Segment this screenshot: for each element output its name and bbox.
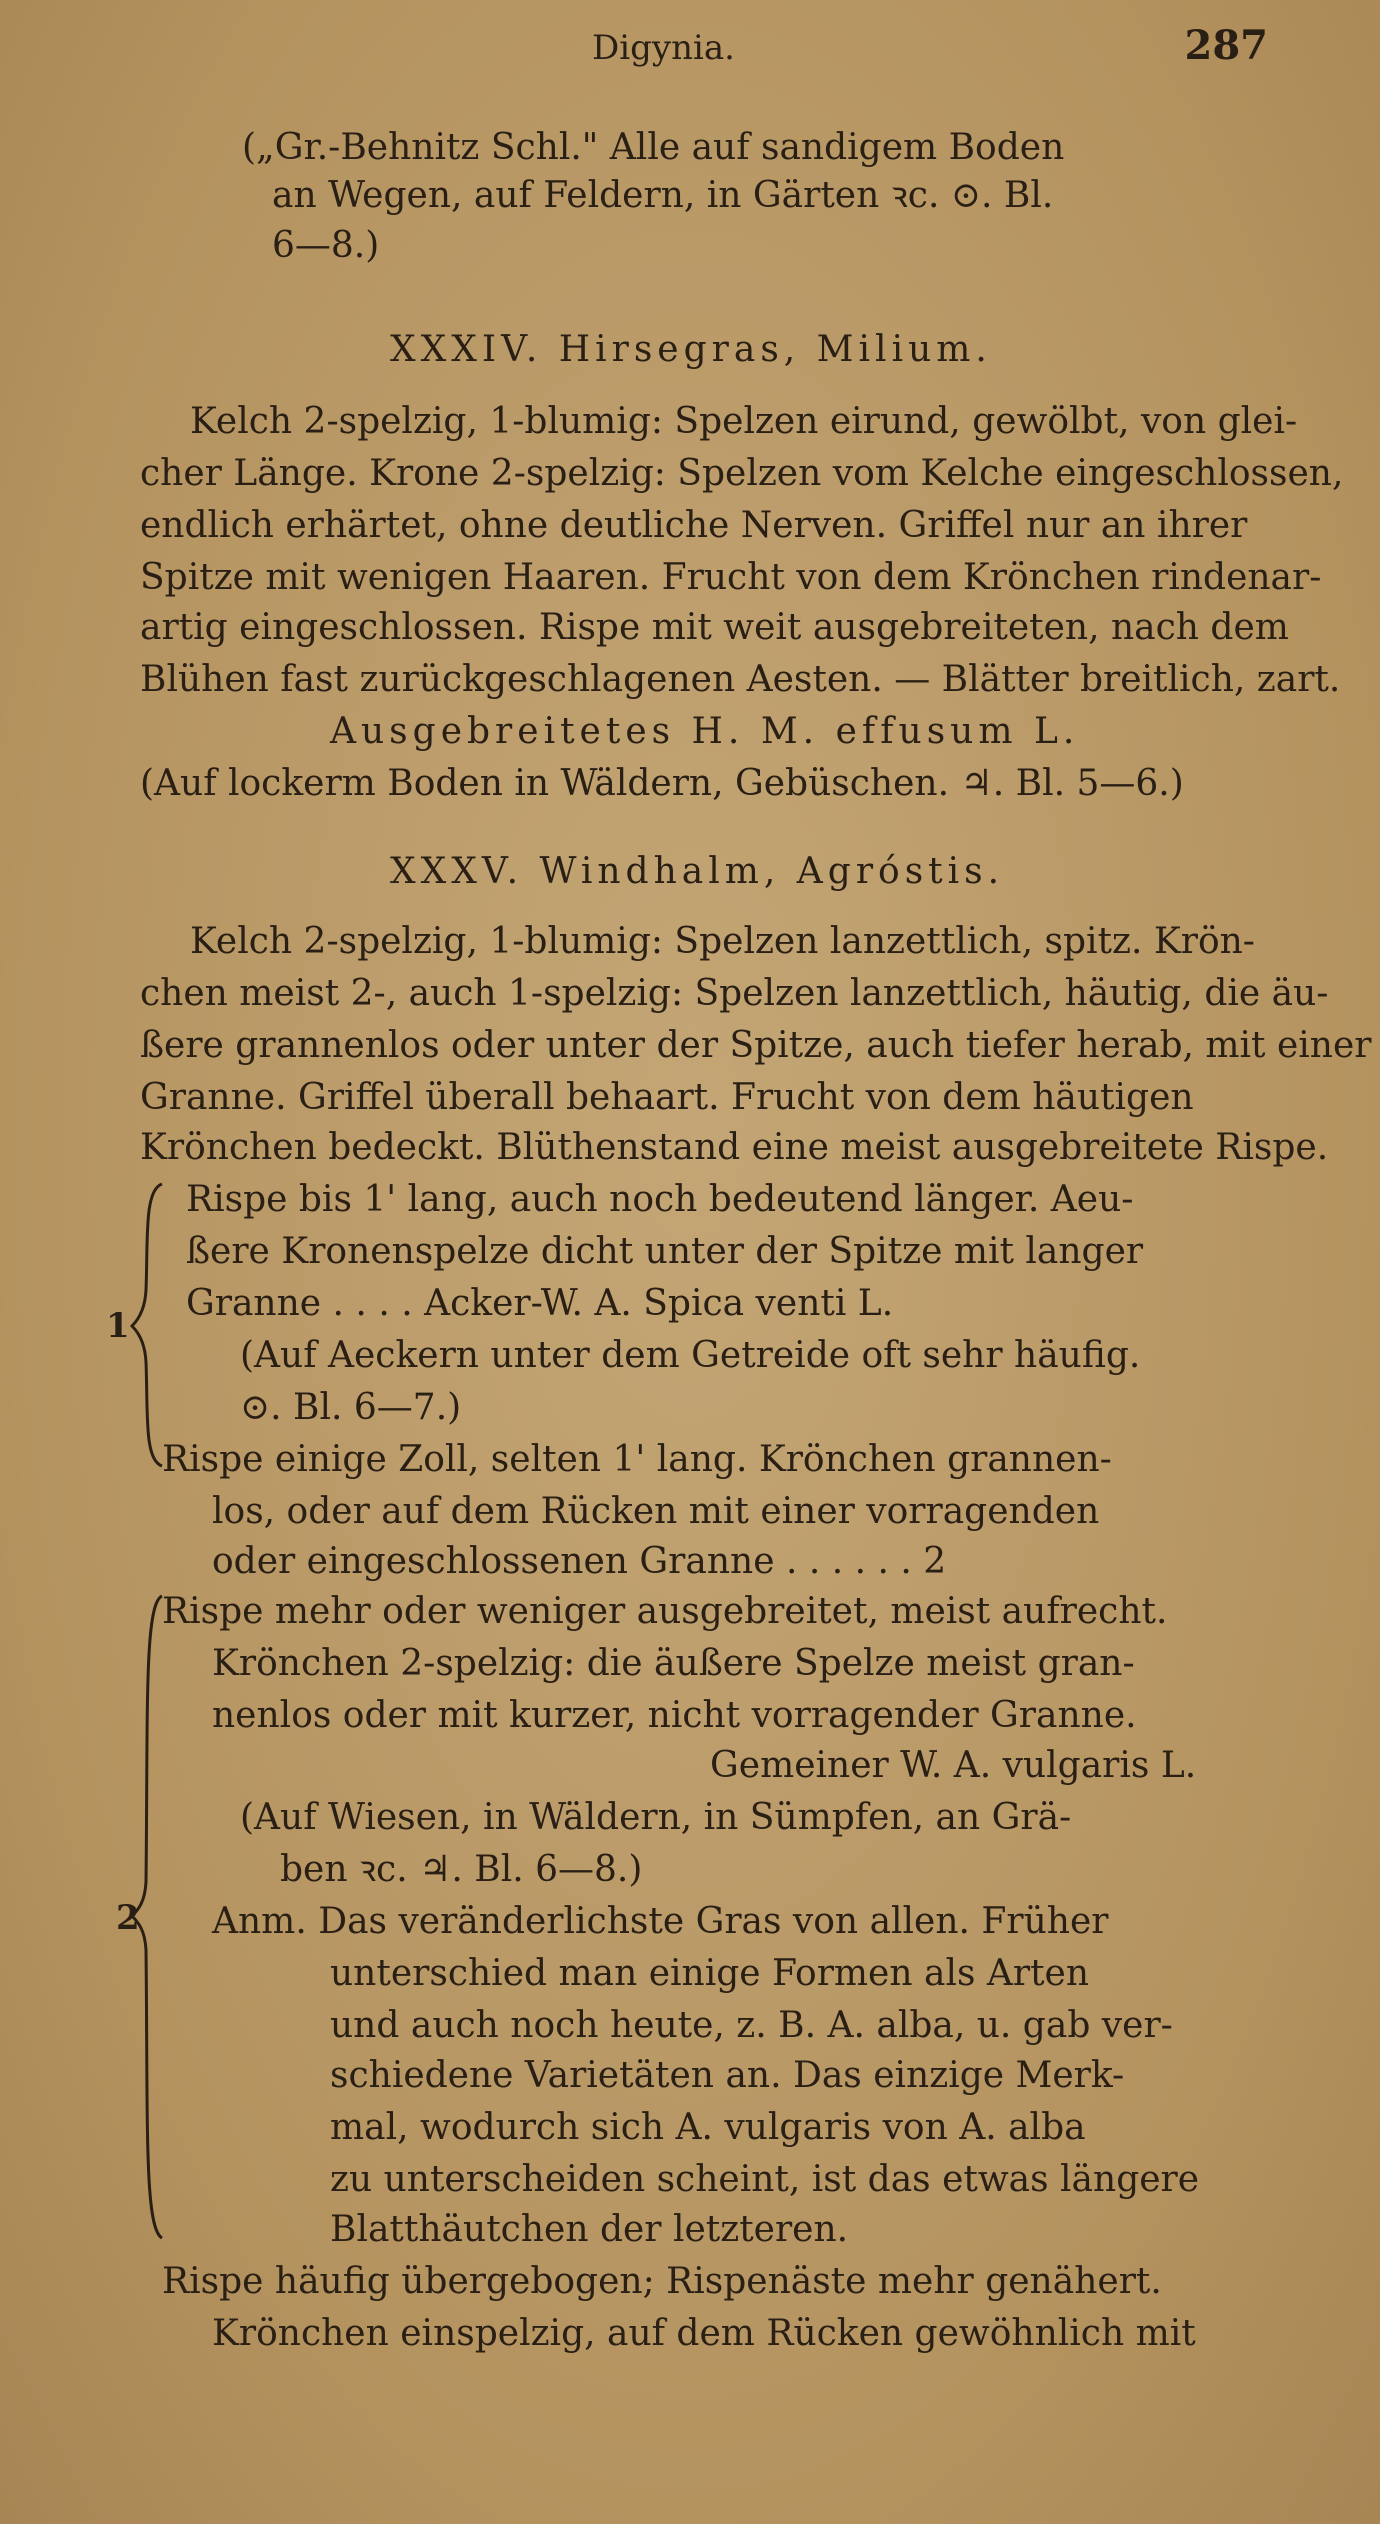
text-line: Kelch 2-spelzig, 1-blumig: Spelzen eirund, gewölbt, von glei- [190,401,1298,442]
annotation-line: unterschied man einige Formen als Arten [330,1953,1090,1994]
text-line: (Auf Aeckern unter dem Getreide oft sehr häufig. [240,1335,1141,1376]
text-line: artig eingeschlossen. Rispe mit weit ausgebreiteten, nach dem [140,607,1289,648]
text-line: (Auf Wiesen, in Wäldern, in Sümpfen, an Grä- [240,1797,1072,1838]
annotation-line: Blatthäutchen der letzteren. [330,2209,849,2250]
text-line: Krönchen 2-spelzig: die äußere Spelze meist gran- [212,1643,1135,1684]
text-line: Krönchen einspelzig, auf dem Rücken gewöhnlich mit [212,2313,1196,2354]
text-line: Rispe häufig übergebogen; Rispenäste mehr genähert. [162,2261,1162,2302]
page-number: 287 [1184,22,1268,69]
text-line: Krönchen bedeckt. Blüthenstand eine meist ausgebreitete Rispe. [140,1127,1329,1168]
text-line: Blühen fast zurückgeschlagenen Aesten. — Blätter breitlich, zart. [140,659,1341,700]
text-line: Kelch 2-spelzig, 1-blumig: Spelzen lanzettlich, spitz. Krön- [190,921,1255,962]
text-line: chen meist 2-, auch 1-spelzig: Spelzen lanzettlich, häutig, die äu- [140,973,1329,1014]
section-heading-xxxv: XXXV. Windhalm, Agróstis. [390,851,1005,892]
species-name: Gemeiner W. A. vulgaris L. [710,1745,1197,1786]
text-line: („Gr.-Behnitz Schl." Alle auf sandigem Boden [242,127,1065,168]
text-line: Rispe einige Zoll, selten 1' lang. Krönchen grannen- [162,1439,1112,1480]
annotation-line: Anm. Das veränderlichste Gras von allen. Früher [212,1901,1109,1942]
text-line: Granne. Griffel überall behaart. Frucht von dem häutigen [140,1077,1194,1118]
text-line: Rispe bis 1' lang, auch noch bedeutend länger. Aeu- [186,1179,1134,1220]
text-line: ßere grannenlos oder unter der Spitze, auch tiefer herab, mit einer [140,1025,1372,1066]
running-title: Digynia. [592,28,735,68]
annotation-line: schiedene Varietäten an. Das einzige Merk- [330,2055,1125,2096]
text-line: nenlos oder mit kurzer, nicht vorragender Granne. [212,1695,1137,1736]
text-line: ßere Kronenspelze dicht unter der Spitze mit langer [186,1231,1144,1272]
annotation-line: zu unterscheiden scheint, ist das etwas längere [330,2159,1200,2200]
text-line: (Auf lockerm Boden in Wäldern, Gebüschen. ♃. Bl. 5—6.) [140,763,1184,804]
text-line: cher Länge. Krone 2-spelzig: Spelzen vom Kelche eingeschlossen, [140,453,1344,494]
text-line: los, oder auf dem Rücken mit einer vorragenden [212,1491,1100,1532]
key-number-2: 2 [116,1898,140,1938]
species-name: Ausgebreitetes H. M. effusum L. [330,711,1080,752]
key-brace-1 [128,1180,168,1470]
text-line: oder eingeschlossenen Granne . . . . . . 2 [212,1541,947,1582]
annotation-line: mal, wodurch sich A. vulgaris von A. alba [330,2107,1086,2148]
text-line: 6—8.) [272,225,380,266]
text-line: Spitze mit wenigen Haaren. Frucht von dem Krönchen rindenar- [140,557,1322,598]
text-line: ben ꝛc. ♃. Bl. 6—8.) [280,1849,643,1890]
text-line: Granne . . . . Acker-W. A. Spica venti L. [186,1283,894,1324]
section-heading-xxxiv: XXXIV. Hirsegras, Milium. [390,329,992,370]
text-line: ⊙. Bl. 6—7.) [240,1387,462,1428]
text-line: endlich erhärtet, ohne deutliche Nerven. Griffel nur an ihrer [140,505,1248,546]
annotation-line: und auch noch heute, z. B. A. alba, u. gab ver- [330,2005,1173,2046]
key-number-1: 1 [106,1306,130,1346]
text-line: an Wegen, auf Feldern, in Gärten ꝛc. ⊙. Bl. [272,175,1054,216]
text-line: Rispe mehr oder weniger ausgebreitet, meist aufrecht. [162,1591,1168,1632]
